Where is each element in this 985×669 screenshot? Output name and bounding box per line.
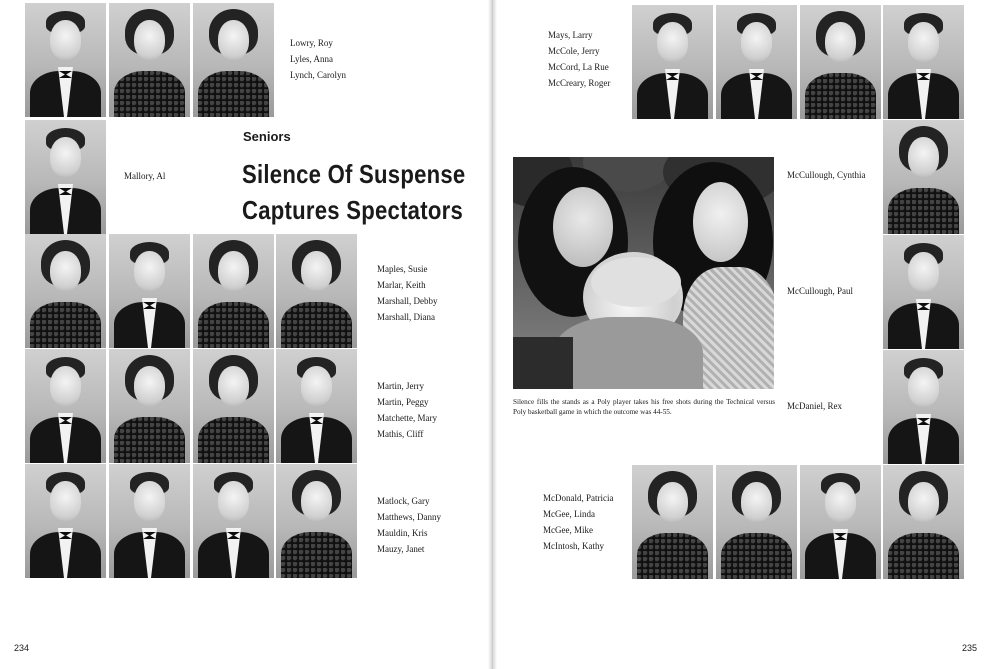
portrait-marshall-debby <box>193 234 274 348</box>
name-list <box>290 35 346 83</box>
portrait-mauldin-kris <box>193 464 274 578</box>
student-name: Martin, Jerry <box>377 381 424 391</box>
student-name: Mallory, Al <box>124 171 166 181</box>
student-name: McGee, Linda <box>543 509 595 519</box>
portrait-matlock-gary <box>25 464 106 578</box>
name-list <box>377 493 441 557</box>
student-name: Matchette, Mary <box>377 413 437 423</box>
portrait-mccole-jerry <box>716 5 797 119</box>
student-name: Martin, Peggy <box>377 397 429 407</box>
page-number-right: 235 <box>962 643 978 653</box>
student-name: Marshall, Debby <box>377 296 438 306</box>
student-name: Mauldin, Kris <box>377 528 428 538</box>
portrait-marshall-diana <box>276 234 357 348</box>
crowd-photo <box>513 157 774 389</box>
portrait-lowry-roy <box>25 3 106 117</box>
portrait-mcdaniel-rex <box>883 350 964 464</box>
student-name: Maples, Susie <box>377 264 428 274</box>
portrait-maples-susie <box>25 234 106 348</box>
student-name: Marshall, Diana <box>377 312 435 322</box>
headline <box>242 156 465 228</box>
portrait-mcdonald-patricia <box>632 465 713 579</box>
name-list <box>787 167 866 183</box>
portrait-martin-peggy <box>109 349 190 463</box>
student-name: McCord, La Rue <box>548 62 609 72</box>
portrait-mcgee-mike <box>800 465 881 579</box>
headline-line: Silence Of Suspense <box>242 159 466 189</box>
portrait-mccullough-paul <box>883 235 964 349</box>
student-name: McCullough, Cynthia <box>787 170 866 180</box>
student-name: Mauzy, Janet <box>377 544 425 554</box>
student-name: Mathis, Cliff <box>377 429 424 439</box>
name-list <box>787 398 842 414</box>
student-name: Lynch, Carolyn <box>290 70 346 80</box>
portrait-matchette-mary <box>193 349 274 463</box>
portrait-mays-larry <box>632 5 713 119</box>
portrait-marlar-keith <box>109 234 190 348</box>
portrait-matthews-danny <box>109 464 190 578</box>
portrait-mccreary-roger <box>883 5 964 119</box>
student-name: McCreary, Roger <box>548 78 611 88</box>
student-name: McCullough, Paul <box>787 286 854 296</box>
section-label: Seniors <box>243 129 291 144</box>
portrait-lynch-carolyn <box>193 3 274 117</box>
page-gutter <box>488 0 497 669</box>
name-list <box>124 168 165 184</box>
student-name: Mays, Larry <box>548 30 593 40</box>
student-name: McIntosh, Kathy <box>543 541 604 551</box>
student-name: Marlar, Keith <box>377 280 426 290</box>
name-list <box>543 490 613 554</box>
photo-caption: Silence fills the stands as a Poly player takes his free shots during the Technical versus Poly basketball game in which the outcome was 44-55. <box>513 398 775 416</box>
name-list <box>787 283 853 299</box>
student-name: McGee, Mike <box>543 525 593 535</box>
student-name: Lowry, Roy <box>290 38 333 48</box>
headline-line: Captures Spectators <box>242 195 463 225</box>
portrait-martin-jerry <box>25 349 106 463</box>
portrait-mauzy-janet <box>276 464 357 578</box>
portrait-mathis-cliff <box>276 349 357 463</box>
page-number-left: 234 <box>14 643 30 653</box>
student-name: Lyles, Anna <box>290 54 333 64</box>
portrait-mcintosh-kathy <box>883 465 964 579</box>
student-name: Matthews, Danny <box>377 512 441 522</box>
student-name: McDaniel, Rex <box>787 401 842 411</box>
student-name: McCole, Jerry <box>548 46 600 56</box>
name-list <box>548 27 610 91</box>
portrait-mccord-la-rue <box>800 5 881 119</box>
portrait-mallory-al <box>25 120 106 234</box>
portrait-mccullough-cynthia <box>883 120 964 234</box>
student-name: McDonald, Patricia <box>543 493 614 503</box>
portrait-mcgee-linda <box>716 465 797 579</box>
name-list <box>377 378 437 442</box>
portrait-lyles-anna <box>109 3 190 117</box>
name-list <box>377 261 438 325</box>
student-name: Matlock, Gary <box>377 496 430 506</box>
